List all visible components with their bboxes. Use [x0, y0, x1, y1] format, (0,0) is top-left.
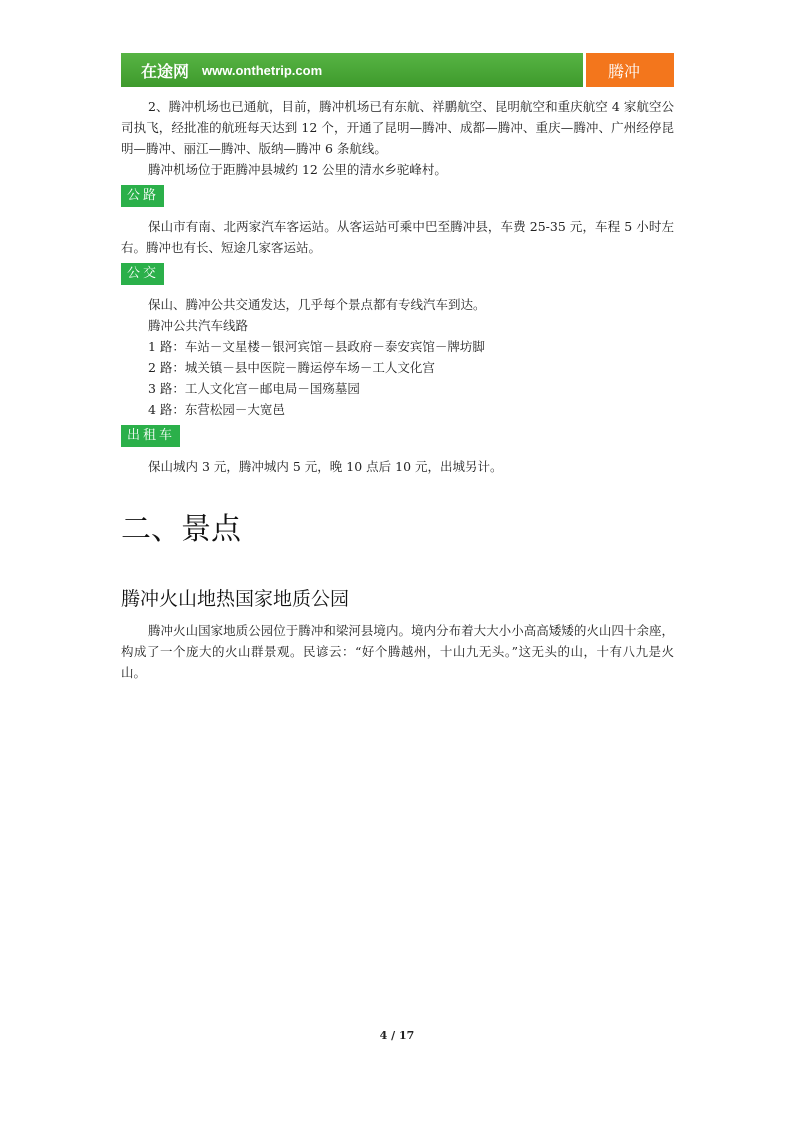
road-section-tag: 公路	[121, 185, 164, 207]
site-url: www.onthetrip.com	[202, 62, 323, 78]
airport-paragraph-1: 2、腾冲机场也已通航，目前，腾冲机场已有东航、祥鹏航空、昆明航空和重庆航空 4 家航空公司执飞，经批准的航班每天达到 12 个，开通了昆明—腾冲、成都—腾冲、重庆—腾冲、广州经停昆明—腾冲、丽江—腾冲、版纳—腾冲 6 条航线。	[121, 99, 674, 156]
taxi-paragraph: 保山城内 3 元，腾冲城内 5 元，晚 10 点后 10 元，出城另计。	[148, 459, 503, 474]
road-paragraph: 保山市有南、北两家汽车客运站。从客运站可乘中巴至腾冲县，车费 25-35 元，车程 5 小时左右。腾冲也有长、短途几家客运站。	[121, 219, 674, 255]
header-destination: 腾冲	[586, 53, 674, 87]
geopark-paragraph: 腾冲火山国家地质公园位于腾冲和梁河县境内。境内分布着大大小小高高矮矮的火山四十余座，构成了一个庞大的火山群景观。民谚云：“好个腾越州，十山九无头。”这无头的山，十有八九是火山。	[121, 623, 674, 680]
bus-section-tag: 公交	[121, 263, 164, 285]
header-brand-bar	[121, 53, 583, 87]
document-body	[121, 96, 674, 683]
page-header	[121, 53, 674, 87]
section-title: 二、景点	[121, 512, 241, 547]
bus-route-3: 3 路：工人文化宫－邮电局－国殇墓园	[148, 381, 360, 396]
airport-paragraph-2: 腾冲机场位于距腾冲县城约 12 公里的清水乡驼峰村。	[148, 162, 447, 177]
bus-route-4: 4 路：东营松园－大宽邑	[148, 402, 285, 417]
bus-paragraph-1: 保山、腾冲公共交通发达，几乎每个景点都有专线汽车到达。	[148, 297, 486, 312]
bus-route-1: 1 路：车站－文星楼－银河宾馆－县政府－泰安宾馆－牌坊脚	[148, 339, 485, 354]
site-logo: 在途网	[141, 61, 190, 81]
page-number: 4 / 17	[379, 1029, 415, 1042]
bus-routes-heading: 腾冲公共汽车线路	[148, 318, 249, 333]
section-subtitle: 腾冲火山地热国家地质公园	[121, 588, 350, 610]
bus-route-2: 2 路：城关镇－县中医院－腾运停车场－工人文化宫	[148, 360, 435, 375]
taxi-section-tag: 出租车	[121, 425, 180, 447]
